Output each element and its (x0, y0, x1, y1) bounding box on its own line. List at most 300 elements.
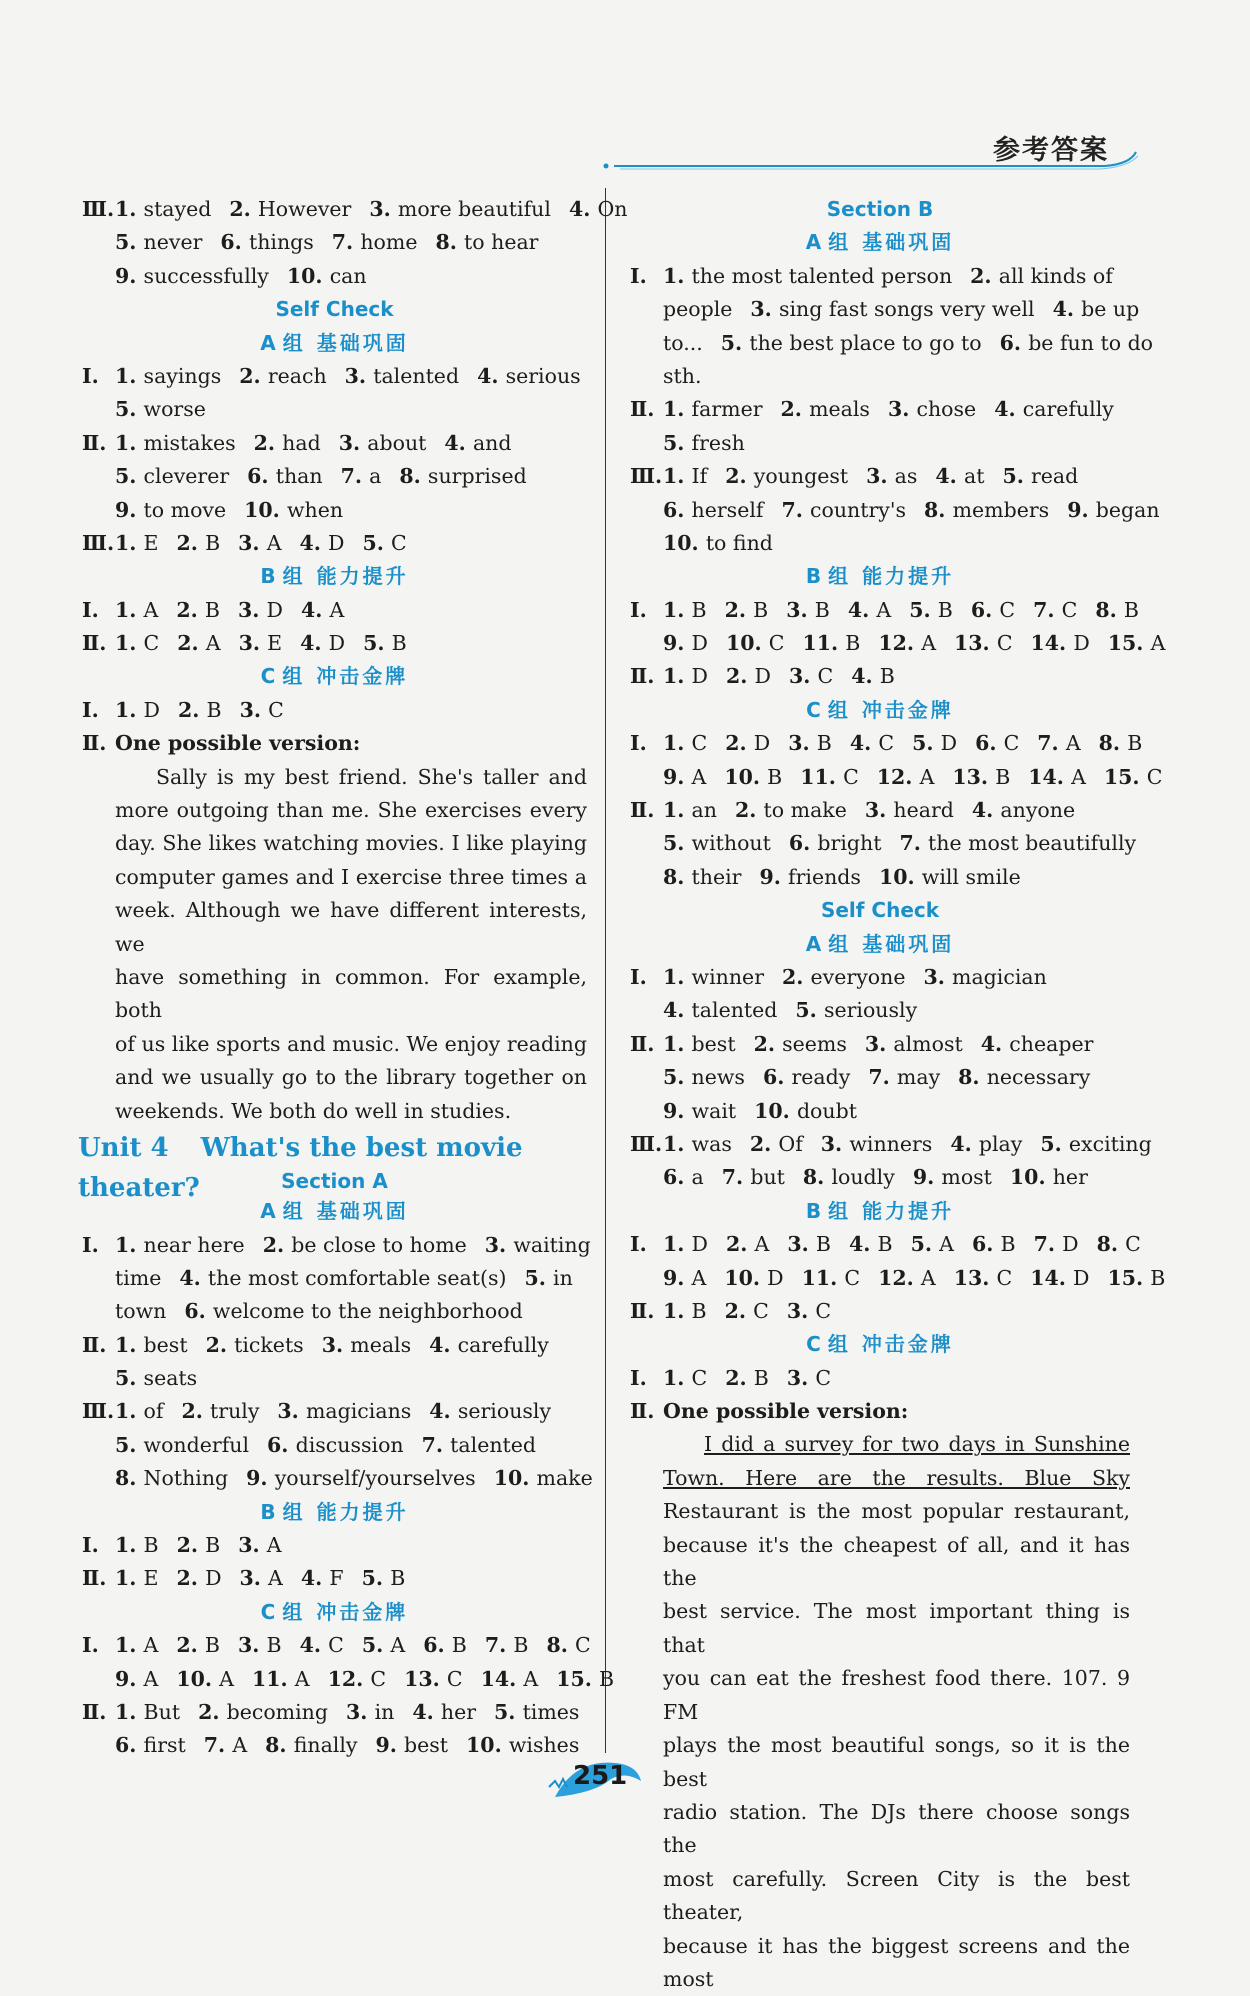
left-column (78, 193, 628, 1763)
answer-text: was (691, 1131, 732, 1156)
group-c-heading (82, 1596, 587, 1629)
answer-number: 3. (786, 1298, 816, 1323)
answer-number: 7. (484, 1633, 514, 1658)
answer-item (115, 1733, 186, 1757)
answer-item (1037, 731, 1080, 755)
answer-item (481, 1667, 539, 1691)
group-label: A 组 (805, 230, 849, 255)
answer-line (82, 1729, 587, 1762)
roman-numeral: Ⅰ. (82, 363, 99, 388)
answer-text: B (767, 764, 783, 789)
group-b-heading (630, 1195, 1130, 1228)
answer-item (663, 1132, 732, 1156)
answer-item (1028, 765, 1086, 789)
answer-item (115, 1366, 197, 1390)
answer-number: 4. (477, 363, 506, 388)
answer-number: 4. (300, 597, 330, 622)
right-column (630, 193, 1166, 1996)
answer-line (82, 1362, 587, 1395)
answer-number: 14. (1030, 1265, 1074, 1290)
answer-item (569, 197, 628, 221)
section-a-title: Section A (281, 1169, 388, 1194)
answer-text: carefully (457, 1332, 549, 1357)
answer-item (663, 631, 708, 655)
unit-name: What's the best movie theater? (78, 1133, 523, 1204)
roman-numeral: Ⅰ. (82, 697, 99, 722)
answer-text: C (996, 631, 1013, 656)
answer-text: D (143, 697, 160, 722)
answer-text: bright (817, 831, 882, 856)
group-label: B 组 (805, 564, 849, 589)
answer-item (786, 598, 830, 622)
answer-text: the most beautifully (928, 831, 1137, 856)
answer-item (958, 1065, 1090, 1089)
answer-number: 7. (899, 831, 929, 856)
answer-line (630, 293, 1140, 326)
answer-item (912, 731, 957, 755)
answer-number: 8. (924, 497, 953, 522)
answer-number: 14. (1030, 631, 1074, 656)
answer-line (82, 360, 587, 393)
answer-item (328, 1667, 387, 1691)
answer-text: meals (809, 397, 870, 422)
answer-item (1033, 598, 1077, 622)
answer-number: 4. (568, 197, 598, 221)
answer-text: seats (143, 1366, 198, 1391)
answer-number: 11. (802, 631, 846, 656)
answer-text: seriously (457, 1399, 552, 1424)
answer-text: be fun to do (1028, 330, 1154, 355)
column-divider (605, 188, 606, 1753)
answer-text: C (1125, 1232, 1141, 1257)
answer-item (198, 1700, 328, 1724)
answer-number: 4. (851, 664, 880, 689)
answer-number: 10. (466, 1733, 509, 1758)
answer-text: D (1062, 1232, 1079, 1257)
answer-number: 1. (663, 964, 692, 989)
group-label: B 组 (260, 1499, 303, 1524)
answer-item (363, 631, 407, 655)
answer-item (277, 1399, 411, 1423)
answer-text: loudly (831, 1165, 895, 1190)
answer-number: 6. (663, 497, 692, 522)
answer-item (341, 464, 382, 488)
answer-item (972, 1232, 1016, 1256)
group-subtitle: 基础巩固 (316, 1199, 409, 1224)
answer-line (82, 494, 587, 527)
answer-number: 1. (115, 1566, 144, 1591)
group-subtitle: 能力提升 (862, 564, 955, 589)
answer-number: 15. (1107, 1265, 1151, 1290)
answer-text: in (553, 1265, 573, 1290)
answer-item (184, 1299, 522, 1323)
answer-line (82, 427, 587, 460)
answer-text: But (143, 1699, 181, 1724)
answer-item (435, 230, 538, 254)
answer-item (865, 1032, 963, 1056)
answer-number: 8. (115, 1466, 144, 1491)
answer-number: 4. (444, 430, 473, 455)
answer-text: A (266, 1533, 282, 1558)
answer-number: 2. (253, 430, 283, 455)
answer-number: 1. (115, 697, 144, 722)
answer-line (630, 761, 1163, 794)
answer-number: 6. (115, 1733, 144, 1758)
answer-text: meals (350, 1332, 412, 1357)
answer-item (975, 731, 1019, 755)
answer-number: 4. (179, 1265, 208, 1290)
answer-item (322, 1333, 411, 1357)
group-c-heading (82, 660, 587, 693)
answer-item (878, 1266, 936, 1290)
answer-line (82, 1663, 615, 1696)
answer-text: B (753, 597, 769, 622)
answer-text: the most comfortable seat(s) (207, 1265, 507, 1290)
answer-text: A (523, 1666, 539, 1691)
answer-number: 1. (115, 1399, 144, 1424)
answer-text: farmer (691, 397, 763, 422)
answer-number: 13. (952, 764, 996, 789)
answer-text: If (691, 464, 708, 489)
answer-line (82, 1562, 587, 1595)
answer-text: B (815, 1232, 831, 1257)
answer-text: doubt (796, 1098, 857, 1123)
answer-number: 5. (524, 1265, 554, 1290)
answer-item (300, 631, 345, 655)
answer-item (115, 498, 226, 522)
answer-number: 3. (238, 631, 268, 656)
answer-text: E (143, 1566, 159, 1591)
answer-item (247, 464, 322, 488)
answer-item (726, 631, 785, 655)
answer-text: D (691, 664, 708, 689)
roman-numeral: Ⅱ. (82, 631, 107, 656)
answer-item (287, 264, 367, 288)
answer-item: sth. (663, 363, 702, 388)
answer-text: C (1146, 764, 1163, 789)
self-check-title: Self Check (820, 898, 940, 923)
answer-item (899, 831, 1136, 855)
answer-text: E (267, 631, 283, 656)
answer-item (725, 464, 848, 488)
answer-text: Nothing (143, 1466, 229, 1491)
answer-text: discussion (295, 1432, 404, 1457)
roman-numeral: Ⅱ. (630, 664, 655, 689)
group-label: C 组 (260, 1599, 303, 1624)
answer-text: A (754, 1232, 770, 1257)
answer-number: 5. (363, 631, 392, 656)
answer-number: 1. (115, 363, 144, 388)
answer-line (630, 994, 1130, 1027)
answer-number: 2. (725, 1232, 755, 1257)
answer-number: 3. (864, 798, 894, 823)
answer-item (888, 397, 976, 421)
answer-text: news (691, 1065, 745, 1090)
answer-number: 13. (953, 1265, 997, 1290)
answer-text: B (814, 597, 830, 622)
answer-number: 7. (203, 1733, 233, 1758)
essay (82, 761, 587, 1128)
answer-item (726, 664, 771, 688)
answer-text: B (205, 1533, 221, 1558)
answer-line (630, 660, 1130, 693)
essay-line: most carefully. Screen City is the best theater, (663, 1866, 1130, 1925)
essay-line: I did a survey for two days in Sunshine (704, 1432, 1130, 1457)
answer-text: A (1150, 631, 1166, 656)
answer-number: 5. (912, 731, 941, 756)
answer-text: A (921, 631, 936, 656)
answer-item (177, 1533, 221, 1557)
answer-number: 10. (176, 1666, 220, 1691)
answer-text: magician (952, 964, 1047, 989)
answer-number: 1. (663, 263, 692, 288)
answer-number: 4. (849, 731, 879, 756)
group-subtitle: 冲击金牌 (316, 1599, 409, 1624)
answer-item (994, 397, 1114, 421)
answer-line (630, 427, 1130, 460)
answer-item: people (663, 297, 733, 322)
answer-text: C (815, 1298, 832, 1323)
group-subtitle: 能力提升 (862, 1198, 955, 1223)
answer-number: 6. (247, 464, 276, 489)
answer-item (663, 397, 763, 421)
group-c-heading (630, 1328, 1130, 1361)
answer-text: never (143, 230, 203, 255)
section-b-title: Section B (826, 197, 934, 221)
answer-item (1031, 631, 1090, 655)
answer-number: 10. (493, 1466, 537, 1491)
answer-text: winner (691, 964, 764, 989)
answer-text: C (753, 1298, 769, 1323)
answer-number: 12. (876, 764, 920, 789)
answer-text: D (691, 1232, 708, 1257)
answer-line (82, 694, 587, 727)
answer-text: the best place to go to (749, 330, 982, 355)
answer-text: to find (705, 530, 773, 555)
answer-number: 3. (346, 1699, 375, 1724)
answer-number: 4. (412, 1699, 441, 1724)
answer-number: 2. (205, 1332, 235, 1357)
answer-number: 5. (362, 530, 392, 555)
answer-number: 8. (958, 1065, 987, 1090)
answer-item (924, 498, 1049, 522)
answer-item: to... (663, 330, 703, 355)
answer-text: necessary (986, 1065, 1091, 1090)
answer-line (630, 393, 1130, 426)
answer-item (754, 1032, 847, 1056)
answer-number: 3. (484, 1232, 514, 1257)
answer-line (630, 627, 1166, 660)
answer-number: 9. (663, 764, 692, 789)
answer-item (721, 331, 982, 355)
answer-item (970, 264, 1113, 288)
answer-number: 2. (177, 697, 207, 722)
answer-number: 2. (970, 263, 999, 288)
answer-item (115, 698, 160, 722)
answer-item (1108, 631, 1166, 655)
answer-item (950, 1132, 1022, 1156)
answer-number: 2. (198, 1699, 227, 1724)
essay-line: week. Although we have different interests, we (115, 898, 587, 956)
essay-line: because it's the cheapest of all, and it has the (663, 1532, 1130, 1591)
roman-numeral: Ⅱ. (630, 1298, 655, 1323)
answer-text: talented (450, 1432, 537, 1457)
answer-text: C (446, 1666, 463, 1691)
answer-item (444, 431, 511, 455)
answer-text: country's (810, 497, 907, 522)
answer-text: waiting (513, 1232, 591, 1257)
answer-number: 9. (115, 263, 144, 288)
answer-line (630, 827, 1137, 860)
answer-item (802, 631, 860, 655)
answer-item (115, 1700, 180, 1724)
answer-number: 10. (754, 1098, 797, 1123)
answer-item (178, 698, 222, 722)
answer-number: 7. (868, 1065, 897, 1090)
answer-line (82, 460, 587, 493)
answer-text: wait (691, 1098, 737, 1123)
answer-line (630, 1295, 1130, 1328)
answer-number: 2. (725, 1365, 754, 1390)
group-subtitle: 冲击金牌 (316, 664, 409, 689)
answer-number: 3. (750, 297, 779, 322)
answer-text: best (404, 1733, 449, 1758)
answer-line (630, 1262, 1166, 1295)
answer-item (494, 1700, 579, 1724)
answer-item (724, 1266, 783, 1290)
answer-item (909, 598, 953, 622)
answer-item (787, 1366, 831, 1390)
answer-item (375, 1733, 448, 1757)
roman-numeral: Ⅱ. (630, 397, 655, 422)
answer-item (265, 1733, 357, 1757)
answer-number: 3. (321, 1332, 351, 1357)
answer-item (913, 1165, 992, 1189)
answer-number: 15. (1107, 631, 1151, 656)
answer-line (630, 494, 1160, 527)
answer-number: 2. (176, 1566, 206, 1591)
answer-number: 2. (724, 1298, 754, 1323)
header-swoosh-icon (600, 150, 1140, 180)
answer-item (663, 831, 771, 855)
answer-number: 2. (724, 597, 754, 622)
answer-text: A (876, 597, 892, 622)
answer-item (254, 431, 321, 455)
answer-item (1000, 331, 1153, 355)
answer-item (877, 765, 935, 789)
answer-number: 1. (663, 464, 692, 489)
answer-line (82, 260, 587, 293)
answer-text: B (753, 1365, 769, 1390)
answer-text: A (232, 1733, 248, 1758)
group-subtitle: 基础巩固 (862, 230, 955, 255)
answer-number: 9. (115, 1666, 144, 1691)
answer-text: about (367, 430, 427, 455)
answer-line (82, 1462, 593, 1495)
answer-number: 8. (663, 864, 692, 889)
answer-text: On (597, 197, 628, 221)
answer-item (866, 464, 917, 488)
answer-item (663, 998, 777, 1022)
answer-number: 14. (1028, 764, 1072, 789)
answer-number: 3. (277, 1399, 306, 1424)
answer-text: everyone (810, 964, 906, 989)
answer-text: C (815, 1365, 832, 1390)
answer-number: 6. (971, 1232, 1001, 1257)
answer-item (1104, 765, 1163, 789)
version-label: One possible version: (663, 1399, 909, 1424)
answer-number: 3. (866, 464, 895, 489)
answer-item (263, 1233, 467, 1257)
answer-item (1095, 598, 1139, 622)
answer-line (630, 961, 1130, 994)
answer-item (115, 397, 206, 421)
group-subtitle: 基础巩固 (862, 931, 955, 956)
answer-text: best (691, 1031, 736, 1056)
essay-line: Sally is my best friend. She's taller and (156, 764, 587, 789)
answer-number: 6. (423, 1633, 452, 1658)
answer-number: 6. (999, 330, 1029, 355)
answer-number: 3. (887, 397, 917, 422)
answer-item (789, 664, 833, 688)
answer-line (630, 1128, 1152, 1161)
group-b-heading (82, 560, 587, 593)
answer-number: 4. (971, 798, 1001, 823)
group-a-heading (82, 327, 587, 360)
answer-text: all kinds of (998, 263, 1113, 288)
answer-text: yourself/yourselves (274, 1466, 476, 1491)
answer-text: A (1065, 731, 1081, 756)
group-label: C 组 (806, 1332, 848, 1357)
answer-text: the most talented person (691, 263, 953, 288)
answer-item (952, 765, 1010, 789)
answer-text: friends (788, 864, 861, 889)
answer-text: exciting (1068, 1131, 1152, 1156)
answer-text: almost (893, 1031, 963, 1056)
answer-number: 9. (759, 864, 789, 889)
answer-item (238, 1633, 282, 1657)
answer-number: 6. (970, 597, 1000, 622)
version-label-line (82, 727, 587, 760)
answer-text: had (282, 430, 321, 455)
group-label: A 组 (260, 1199, 303, 1224)
answer-text: surprised (427, 464, 527, 489)
answer-number: 3. (864, 1031, 894, 1056)
answer-number: 12. (878, 1265, 921, 1290)
answer-number: 4. (994, 397, 1023, 422)
answer-item (429, 1399, 551, 1423)
group-label: B 组 (260, 564, 303, 589)
answer-number: 2. (176, 1633, 205, 1658)
answer-item (115, 1433, 249, 1457)
answer-text: in (374, 1699, 395, 1724)
answer-number: 5. (361, 1633, 391, 1658)
essay-line: Town. Here are the results. Blue Sky (663, 1465, 1130, 1490)
answer-number: 7. (721, 1165, 751, 1190)
answer-text: herself (691, 497, 764, 522)
answer-item (663, 1065, 745, 1089)
answer-item (115, 1399, 163, 1423)
answer-text: a (369, 464, 382, 489)
answer-item (726, 1232, 769, 1256)
answer-number: 1. (663, 1365, 692, 1390)
answer-number: 6. (762, 1065, 792, 1090)
answer-item (485, 1633, 529, 1657)
answer-number: 5. (1002, 464, 1031, 489)
answer-number: 9. (375, 1733, 405, 1758)
answer-number: 5. (909, 597, 938, 622)
answer-number: 4. (663, 998, 692, 1023)
